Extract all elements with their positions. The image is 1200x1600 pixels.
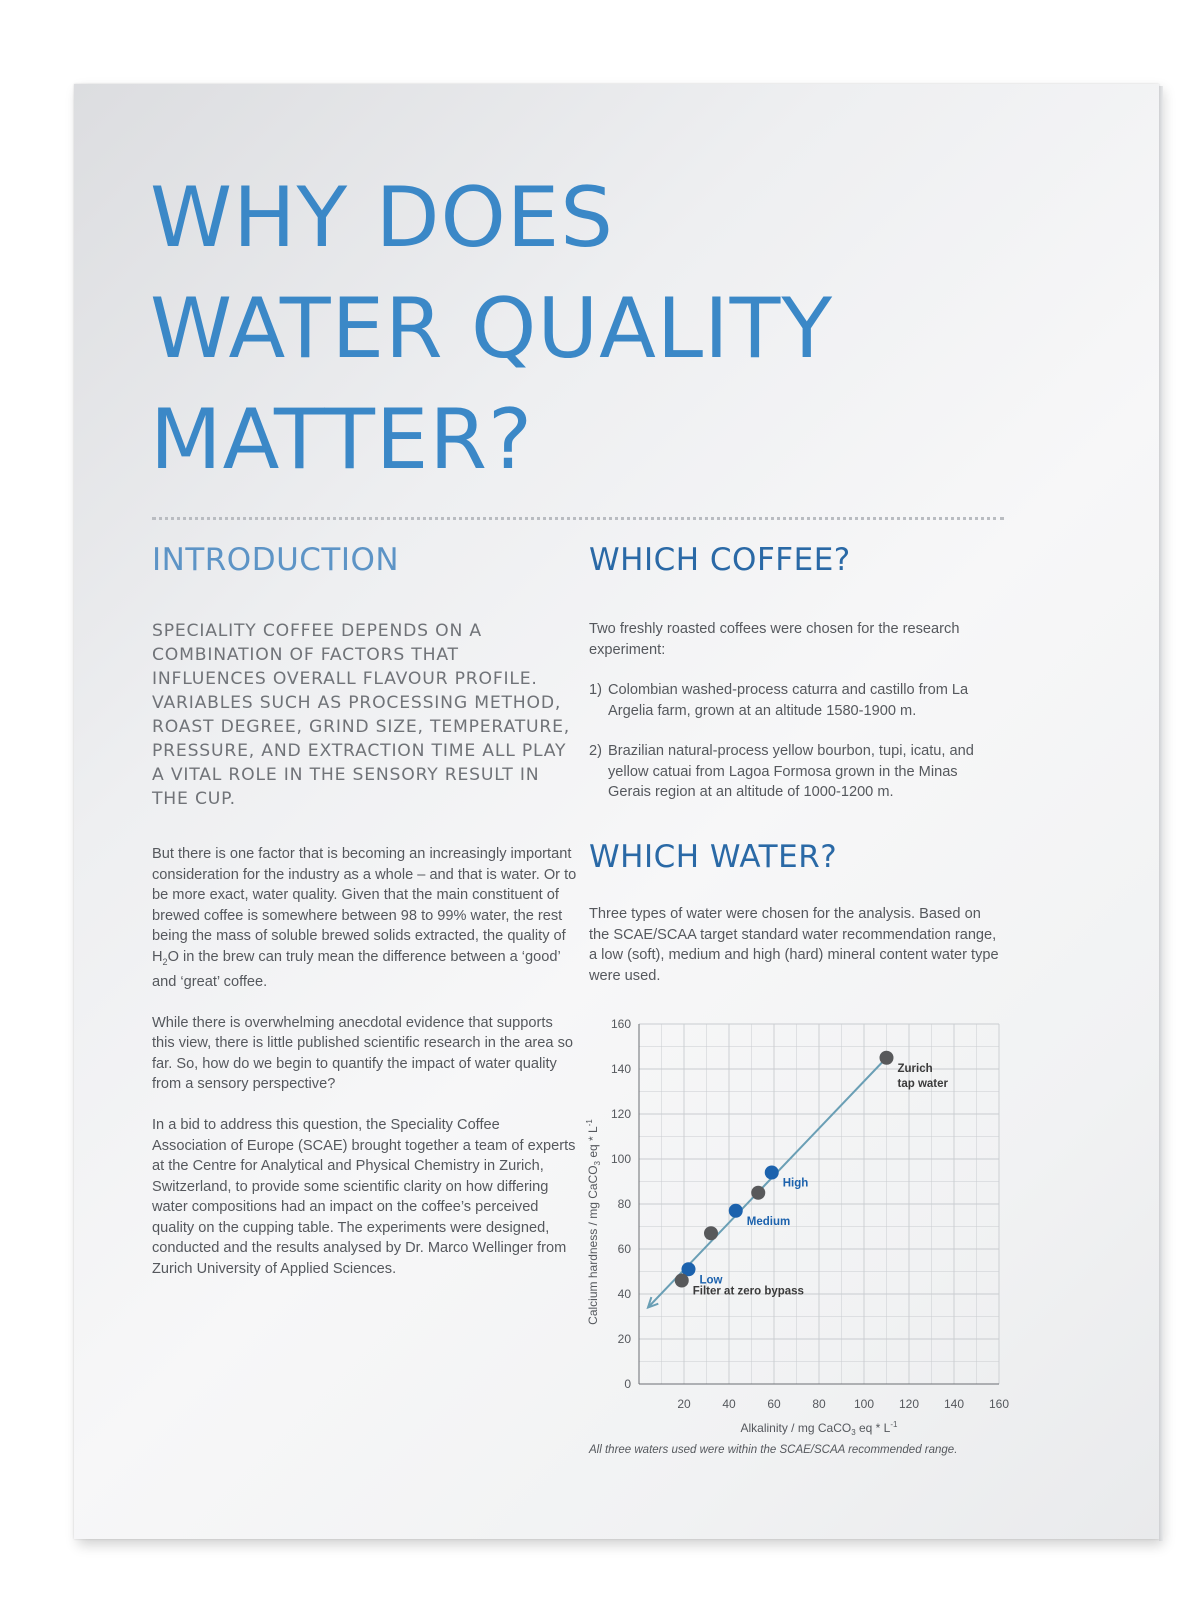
booklet-page [74, 84, 1159, 1539]
dotted-divider [152, 517, 1004, 520]
y-tick-label: 0 [624, 1377, 631, 1391]
intro-paragraph-1 [152, 844, 577, 992]
intro-p1-text-end: O in the brew can truly mean the difference between a ‘good’ and ‘great’ coffee. [152, 948, 561, 990]
point-label: High [782, 1177, 809, 1190]
which-coffee-heading: WHICH COFFEE? [589, 542, 851, 578]
data-point [729, 1204, 743, 1218]
x-tick-label: 20 [677, 1397, 691, 1411]
which-water-heading: WHICH WATER? [589, 839, 838, 875]
y-tick-label: 40 [617, 1287, 631, 1301]
y-axis-label: Calcium hardness / mg CaCO$_3$ eq * $L^{-1}$ [585, 1119, 602, 1325]
introduction-lead: SPECIALITY COFFEE DEPENDS ON A COMBINATION OF FACTORS THAT INFLUENCES OVERALL FLAVOUR PROFILE. VARIABLES SUCH AS PROCESSING METHOD, ROAST DEGREE, GRIND SIZE, TEMPERATURE, PRESSURE, AND EXTRACTION TIME ALL PLAY A VITAL ROLE IN THE SENSORY RESULT IN THE CUP. [152, 621, 571, 809]
coffee-item-2-text: Brazilian natural-process yellow bourbon, tupi, icatu, and yellow catuai from Lagoa Formosa grown in the Minas Gerais region at an altitude of 1000-1200 m. [608, 743, 974, 800]
intro-p1-text: But there is one factor that is becoming an increasingly important consideration for the industry as a whole – and that is water. Or to be more exact, water quality. Given that the main constituent of brewed coffee is somewhere between 98 to 99% water, the rest being the mass of soluble brewed solids extracted, the quality of H [152, 846, 577, 965]
coffee-item-1-number: 1) [589, 682, 602, 698]
water-chart [579, 999, 1019, 1439]
water-chart-svg [579, 999, 1019, 1439]
title-line-1: WHY DOES [150, 169, 614, 266]
point-label: Zurich [897, 1062, 933, 1075]
x-tick-label: 40 [722, 1397, 736, 1411]
y-tick-label: 160 [610, 1017, 631, 1031]
coffee-list-item-1 [589, 680, 989, 721]
x-axis-label: Alkalinity / mg CaCO$_3$ eq * $L^{-1}$ [740, 1420, 898, 1437]
x-tick-label: 100 [853, 1397, 875, 1411]
data-point [675, 1274, 689, 1288]
x-tick-label: 60 [767, 1397, 781, 1411]
which-water-text: Three types of water were chosen for the analysis. Based on the SCAE/SCAA target standard water recommendation range, a low (soft), medium and high (hard) mineral content water type were used. [589, 906, 999, 984]
introduction-body [152, 844, 577, 1300]
intro-paragraph-3: In a bid to address this question, the Speciality Coffee Association of Europe (SCAE) brought together a team of experts at the Centre for Analytical and Physical Chemistry in Zurich, Switzerland, to provide some scientific clarity on how differing water compositions had an impact on the coffee’s perceived quality on the cupping table. The experiments were designed, conducted and the results analysed by Dr. Marco Wellinger from Zurich University of Applied Sciences. [152, 1117, 576, 1277]
point-label: tap water [897, 1077, 948, 1090]
x-tick-label: 140 [943, 1397, 965, 1411]
title-line-2: WATER QUALITY [150, 280, 834, 377]
page-title [150, 162, 833, 495]
y-tick-label: 20 [617, 1332, 631, 1346]
chart-caption: All three waters used were within the SCAE/SCAA recommended range. [589, 1444, 958, 1456]
x-tick-label: 80 [812, 1397, 826, 1411]
point-label: Filter at zero bypass [692, 1285, 804, 1298]
data-point [765, 1166, 779, 1180]
y-tick-label: 140 [610, 1062, 631, 1076]
introduction-heading: INTRODUCTION [152, 542, 400, 578]
y-tick-label: 100 [610, 1152, 631, 1166]
x-tick-label: 120 [898, 1397, 920, 1411]
intro-p1-subscript: 2 [162, 956, 168, 967]
y-tick-label: 60 [617, 1242, 631, 1256]
coffee-list-item-2 [589, 741, 989, 803]
x-tick-label: 160 [988, 1397, 1010, 1411]
which-coffee-intro: Two freshly roasted coffees were chosen for the research experiment: [589, 621, 960, 658]
y-tick-label: 80 [617, 1197, 631, 1211]
y-tick-label: 120 [610, 1107, 631, 1121]
point-label: Low [699, 1274, 723, 1287]
coffee-item-2-number: 2) [589, 743, 602, 759]
data-point [704, 1226, 718, 1240]
data-point [751, 1186, 765, 1200]
intro-paragraph-2: While there is overwhelming anecdotal evidence that supports this view, there is little published scientific research in the area so far. So, how do we begin to quantify the impact of water quality from a sensory perspective? [152, 1014, 573, 1093]
coffee-item-1-text: Colombian washed-process caturra and castillo from La Argelia farm, grown at an altitude 1580-1900 m. [608, 682, 969, 719]
point-label: Medium [746, 1215, 791, 1228]
data-point [880, 1051, 894, 1065]
title-line-3: MATTER? [150, 391, 534, 488]
